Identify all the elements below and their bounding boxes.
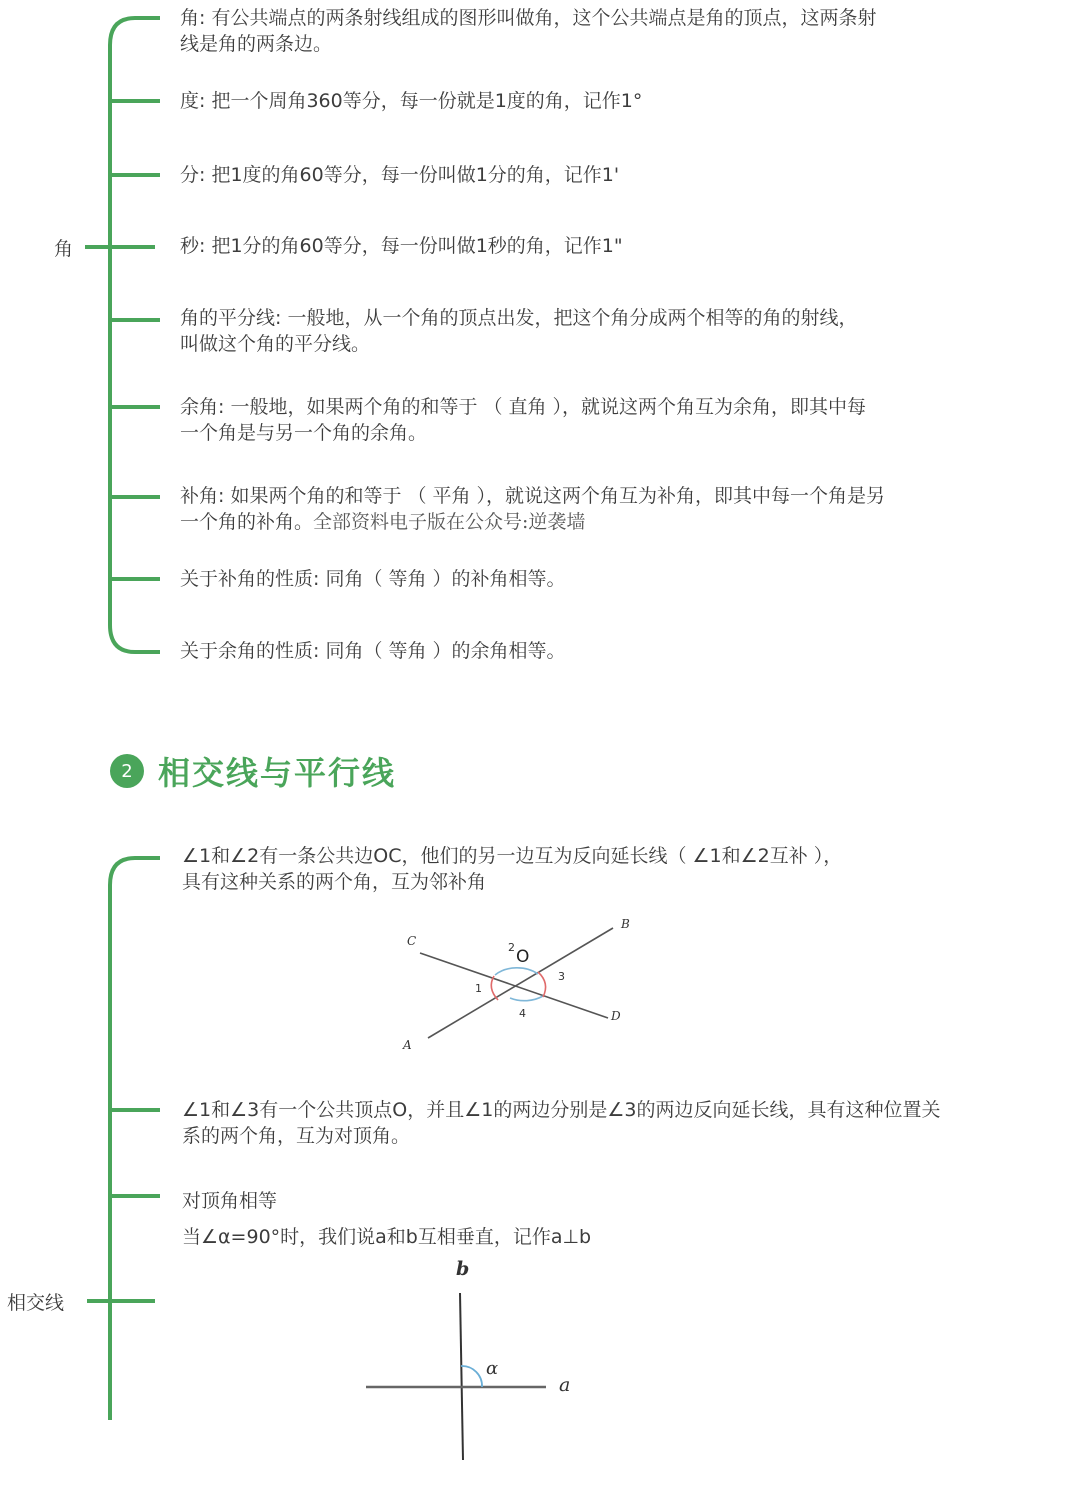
root-node-angle: 角: [54, 238, 74, 260]
node-text-line: 关于补角的性质: 同角（ 等角 ）的补角相等。: [180, 568, 566, 590]
node-text-line: [180, 509, 885, 535]
node-text-line: 补角: 如果两个角的和等于 （ 平角 ），就说这两个角互为补角，即其中每一个角是另: [180, 485, 886, 507]
node-adjacent-supplementary: [182, 843, 842, 895]
node-text-line: 余角: 一般地，如果两个角的和等于 （ 直角 ），就说这两个角互为余角，即其中每: [180, 396, 867, 418]
node-text: 一个角的补角。: [180, 511, 314, 533]
node-text-line: 度: 把一个周角360等分，每一份就是1度的角，记作1°: [180, 90, 643, 112]
svg-text:A: A: [403, 1038, 412, 1052]
svg-text:4: 4: [519, 1007, 526, 1020]
node-text-line: 系的两个角，互为对顶角。: [182, 1125, 411, 1147]
svg-text:α: α: [486, 1358, 499, 1379]
svg-text:3: 3: [558, 970, 565, 983]
node-complementary-angle: [180, 394, 866, 446]
svg-text:b: b: [456, 1258, 470, 1280]
node-vertical-angles: [182, 1097, 940, 1149]
node-text-line: 具有这种关系的两个角，互为邻补角: [182, 871, 487, 893]
node-text-line: 当∠α=90°时，我们说a和b互相垂直，记作a⊥b: [182, 1226, 592, 1248]
node-minute: [180, 162, 619, 188]
node-second: [180, 233, 623, 259]
section-number-badge: 2: [110, 754, 144, 788]
node-text-line: 对顶角相等: [182, 1190, 278, 1212]
svg-text:O: O: [516, 947, 530, 967]
node-text-line: 分: 把1度的角60等分，每一份叫做1分的角，记作1': [180, 164, 620, 186]
section-heading: [110, 748, 396, 794]
intersecting-lines-diagram: [395, 910, 645, 1060]
node-supplementary-angle: [180, 483, 885, 535]
node-text-line: ∠1和∠2有一条公共边OC，他们的另一边互为反向延长线（ ∠1和∠2互补 ），: [182, 845, 843, 867]
svg-text:C: C: [407, 934, 417, 948]
node-complementary-property: [180, 638, 566, 664]
svg-text:1: 1: [475, 982, 482, 995]
node-text-line: 秒: 把1分的角60等分，每一份叫做1秒的角，记作1": [180, 235, 623, 257]
svg-text:2: 2: [508, 941, 515, 954]
node-perpendicular: [182, 1183, 591, 1255]
node-text-line: 角的平分线: 一般地，从一个角的顶点出发，把这个角分成两个相等的角的射线，: [180, 307, 858, 329]
watermark-text: 全部资料电子版在公众号:逆袭墙: [313, 511, 586, 533]
node-text-line: ∠1和∠3有一个公共顶点O，并且∠1的两边分别是∠3的两边反向延长线，具有这种位置关: [182, 1099, 941, 1121]
node-text-line: 叫做这个角的平分线。: [180, 333, 371, 355]
perpendicular-lines-diagram: [360, 1255, 600, 1470]
node-text-line: 角: 有公共端点的两条射线组成的图形叫做角，这个公共端点是角的顶点，这两条射: [180, 7, 877, 29]
node-degree: [180, 88, 642, 114]
node-text-line: 关于余角的性质: 同角（ 等角 ）的余角相等。: [180, 640, 566, 662]
node-text-line: 一个角是与另一个角的余角。: [180, 422, 428, 444]
node-supplementary-property: [180, 566, 566, 592]
section-title: 相交线与平行线: [158, 754, 397, 792]
node-angle-bisector: [180, 305, 857, 357]
root-node-intersecting-lines: 相交线: [7, 1292, 65, 1314]
node-angle-definition: [180, 5, 876, 57]
svg-text:B: B: [621, 917, 630, 931]
svg-text:D: D: [611, 1009, 621, 1023]
svg-text:a: a: [559, 1374, 571, 1396]
node-text-line: 线是角的两条边。: [180, 33, 333, 55]
